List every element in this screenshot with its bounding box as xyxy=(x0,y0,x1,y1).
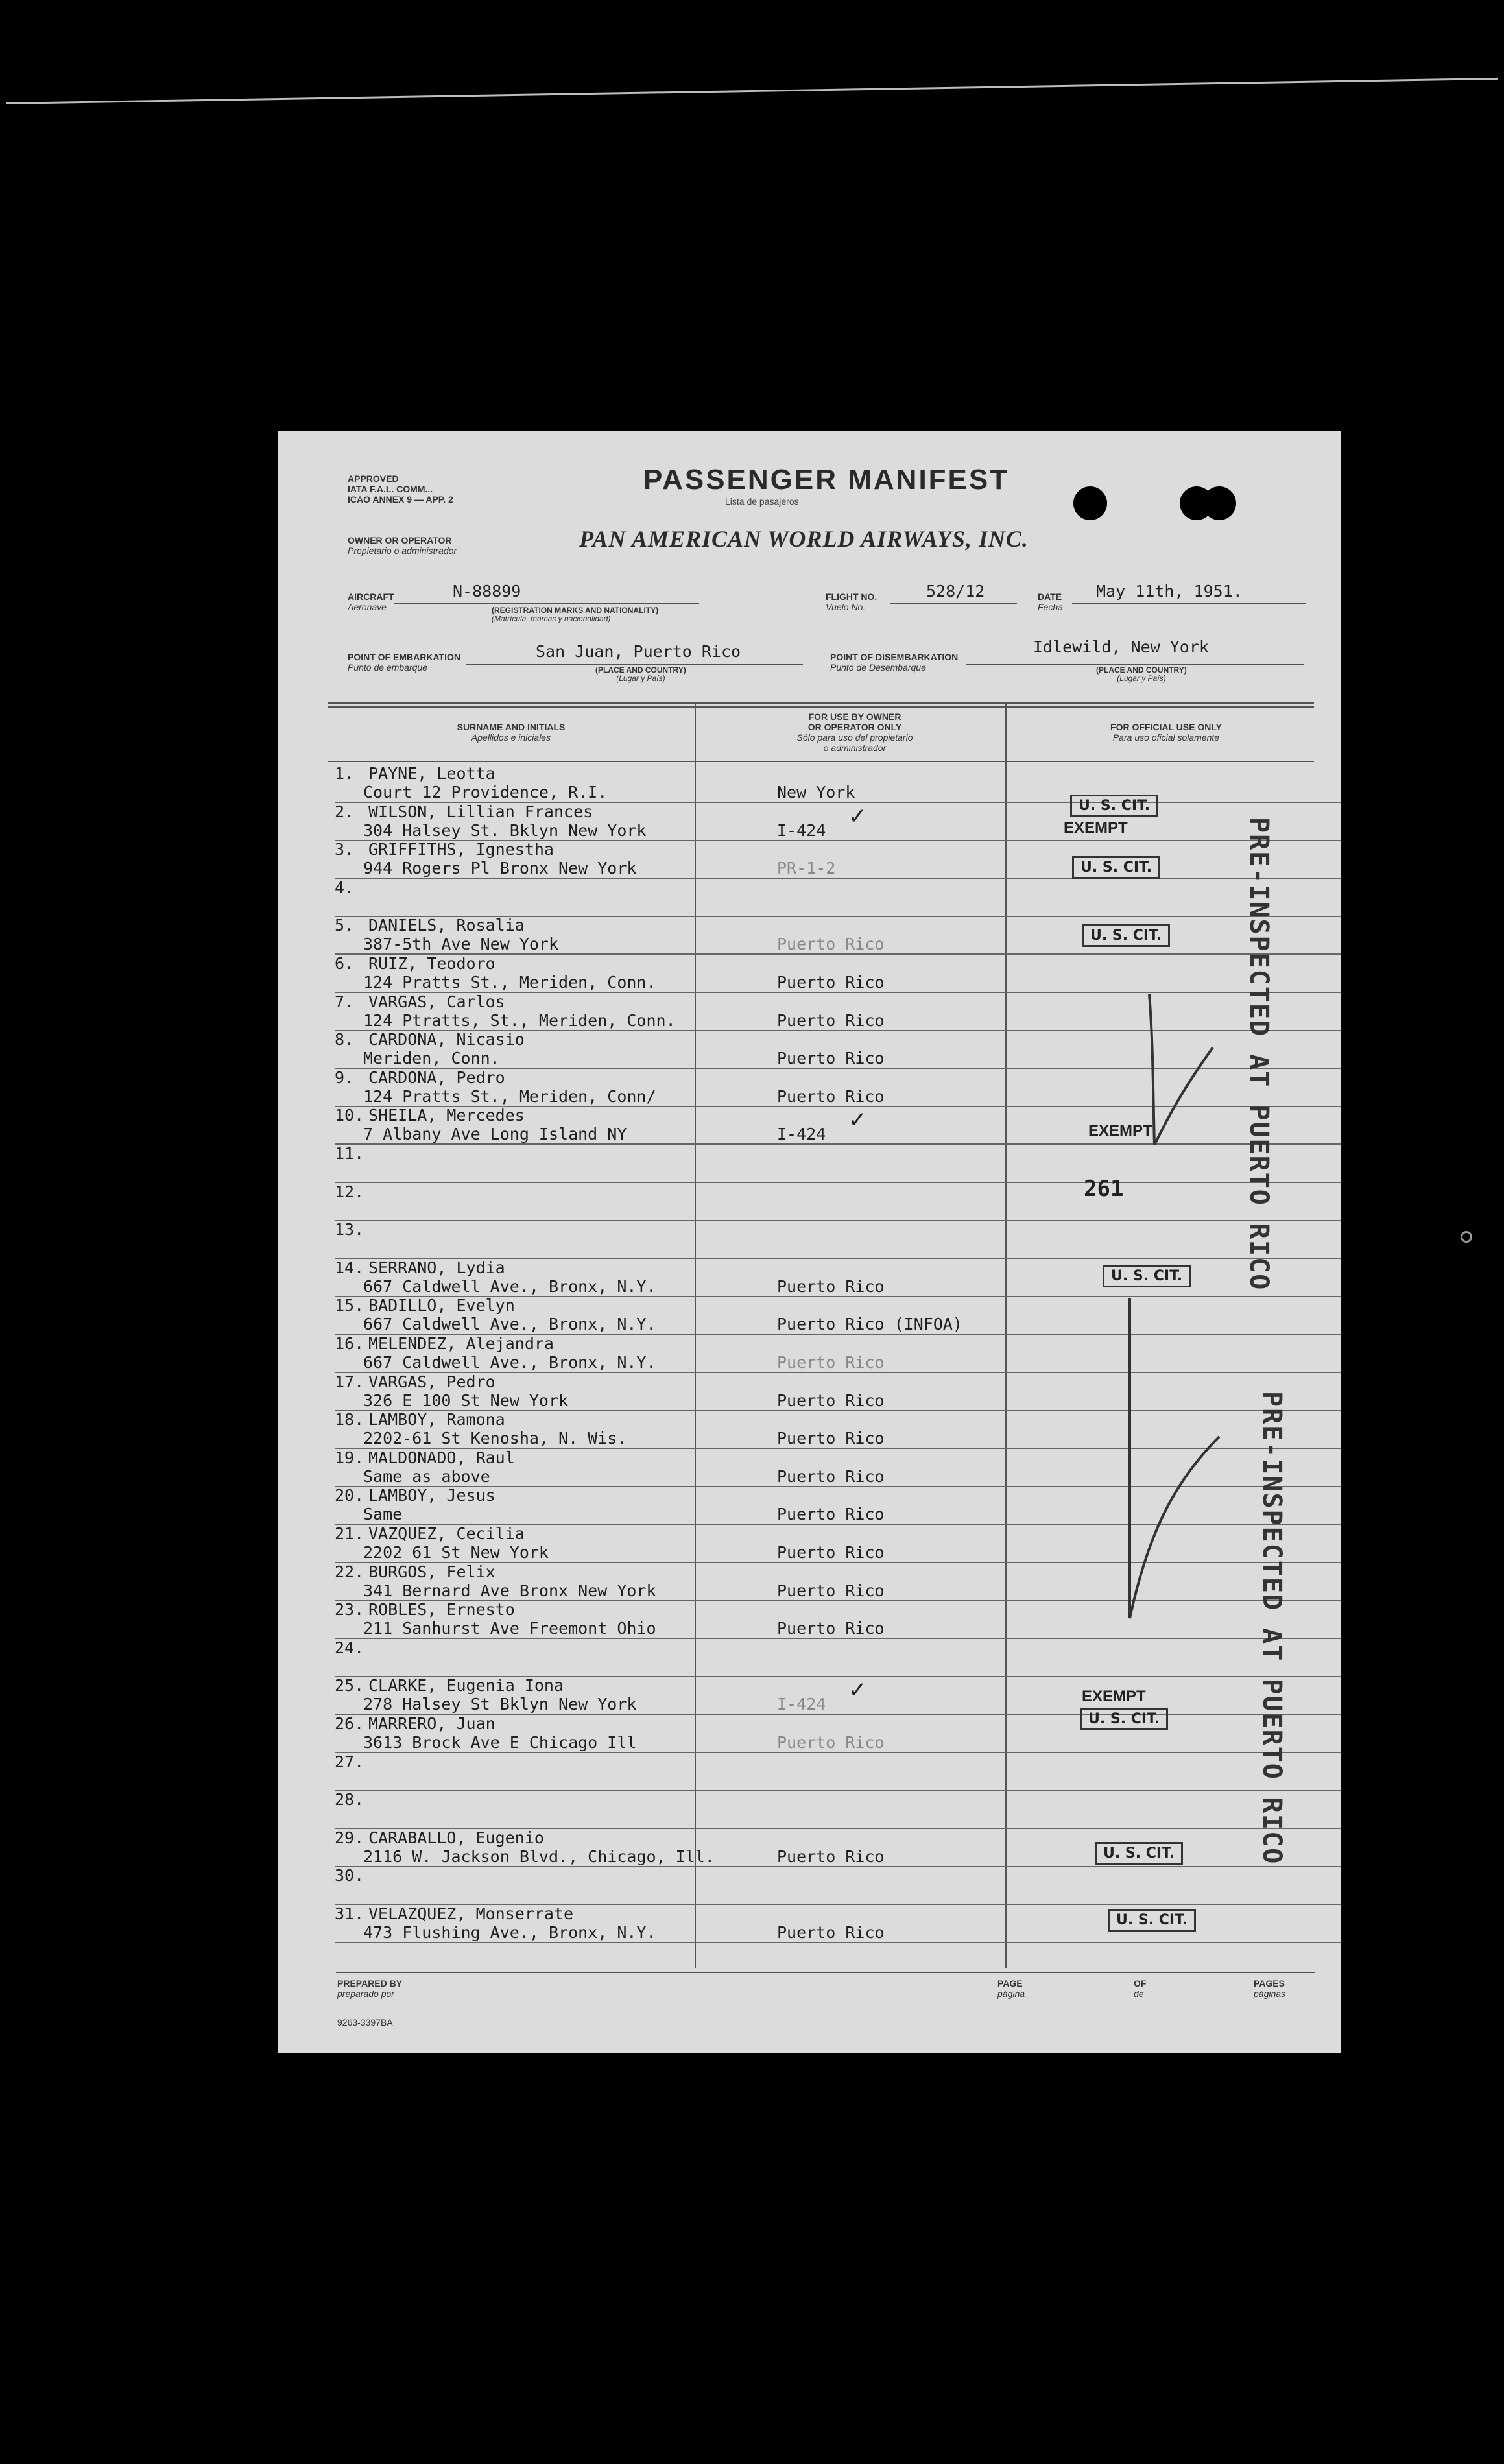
table-row xyxy=(278,1867,1341,1906)
of-label: OF de xyxy=(1134,1978,1147,1999)
row-number: 30. xyxy=(335,1866,364,1885)
passenger-address: 944 Rogers Pl Bronx New York xyxy=(363,859,637,878)
passenger-name: SHEILA, Mercedes xyxy=(368,1106,525,1125)
punch-hole xyxy=(1202,486,1236,520)
col-header-owner-use: FOR USE BY OWNER OR OPERATOR ONLY Sólo para uso del propietario o administrador xyxy=(796,712,913,753)
row-number: 5. xyxy=(335,916,355,935)
passenger-name: PAYNE, Leotta xyxy=(368,764,495,783)
row-number: 11. xyxy=(335,1144,364,1163)
passenger-name: ROBLES, Ernesto xyxy=(368,1600,515,1620)
exempt-mark: EXEMPT xyxy=(1088,1122,1152,1140)
row-number: 7. xyxy=(335,992,355,1011)
aircraft-label: AIRCRAFT Aeronave xyxy=(348,592,394,612)
embark-value: San Juan, Puerto Rico xyxy=(536,642,741,661)
owner-use-value: Puerto Rico xyxy=(777,1353,885,1372)
embark-label: POINT OF EMBARKATION Punto de embarque xyxy=(348,652,460,673)
owner-use-value: Puerto Rico xyxy=(777,1733,885,1752)
passenger-address: Meriden, Conn. xyxy=(363,1049,500,1068)
passenger-address: 326 E 100 St New York xyxy=(363,1391,569,1410)
row-number: 21. xyxy=(335,1524,364,1543)
passenger-address: 341 Bernard Ave Bronx New York xyxy=(363,1581,656,1600)
passenger-name: BADILLO, Evelyn xyxy=(368,1296,515,1315)
owner-use-value: Puerto Rico xyxy=(777,1466,885,1486)
owner-use-value: PR-1-2 xyxy=(777,859,836,878)
passenger-address: 124 Pratts St., Meriden, Conn/ xyxy=(363,1086,656,1106)
passenger-address: 2116 W. Jackson Blvd., Chicago, Ill. xyxy=(363,1847,715,1866)
us-cit-stamp: U. S. CIT. xyxy=(1082,924,1170,947)
pages-label: PAGES páginas xyxy=(1254,1978,1286,1999)
passenger-name: DANIELS, Rosalia xyxy=(368,916,525,935)
passenger-name: VELAZQUEZ, Monserrate xyxy=(368,1904,574,1923)
row-number: 20. xyxy=(335,1486,364,1505)
flight-value: 528/12 xyxy=(926,582,985,601)
passenger-name: RUIZ, Teodoro xyxy=(368,954,495,973)
passenger-address: 667 Caldwell Ave., Bronx, N.Y. xyxy=(363,1276,656,1296)
disembark-value: Idlewild, New York xyxy=(1033,638,1209,656)
passenger-address: 304 Halsey St. Bklyn New York xyxy=(363,820,647,840)
row-number: 31. xyxy=(335,1904,364,1923)
row-number: 13. xyxy=(335,1220,364,1239)
row-number: 29. xyxy=(335,1828,364,1847)
row-number: 19. xyxy=(335,1448,364,1467)
page-title-es: Lista de pasajeros xyxy=(725,496,799,507)
row-number: 15. xyxy=(335,1296,364,1315)
passenger-name: SERRANO, Lydia xyxy=(368,1258,505,1277)
aircraft-caption: (REGISTRATION MARKS AND NATIONALITY) (Matrícula, marcas y nacionalidad) xyxy=(492,606,659,623)
owner-use-value: Puerto Rico xyxy=(777,973,885,992)
row-number: 1. xyxy=(335,764,355,783)
passenger-name: VAZQUEZ, Cecilia xyxy=(368,1524,525,1543)
row-number: 17. xyxy=(335,1372,364,1391)
punch-hole xyxy=(1073,486,1107,520)
passenger-address: Same as above xyxy=(363,1466,490,1486)
passenger-name: CARDONA, Pedro xyxy=(368,1068,505,1087)
embark-caption: (PLACE AND COUNTRY) (Lugar y País) xyxy=(595,665,686,683)
owner-use-value: Puerto Rico xyxy=(777,935,885,954)
owner-use-value: I-424 xyxy=(777,1125,826,1144)
row-number: 16. xyxy=(335,1334,364,1353)
passenger-name: BURGOS, Felix xyxy=(368,1562,495,1581)
disembark-caption: (PLACE AND COUNTRY) (Lugar y País) xyxy=(1096,665,1187,683)
date-value: May 11th, 1951. xyxy=(1096,582,1243,601)
passenger-name: CARABALLO, Eugenio xyxy=(368,1828,544,1847)
owner-value: PAN AMERICAN WORLD AIRWAYS, INC. xyxy=(579,526,1029,552)
row-divider xyxy=(335,1942,1341,1943)
owner-use-value: Puerto Rico xyxy=(777,1011,885,1030)
page-label: PAGE página xyxy=(997,1978,1025,1999)
row-number: 4. xyxy=(335,878,355,897)
row-number: 24. xyxy=(335,1638,364,1657)
row-number: 23. xyxy=(335,1600,364,1620)
passenger-address: 473 Flushing Ave., Bronx, N.Y. xyxy=(363,1923,656,1942)
exempt-mark: EXEMPT xyxy=(1064,819,1128,837)
film-scratch-line xyxy=(6,78,1498,104)
owner-label: OWNER OR OPERATOR Propietario o administrador xyxy=(348,535,457,556)
us-cit-stamp: U. S. CIT. xyxy=(1080,1708,1168,1730)
owner-use-value: I-424 xyxy=(777,1695,826,1714)
official-check-marks xyxy=(1005,756,1343,1858)
row-number: 22. xyxy=(335,1562,364,1581)
passenger-address: 2202-61 St Kenosha, N. Wis. xyxy=(363,1429,627,1448)
passenger-address: 7 Albany Ave Long Island NY xyxy=(363,1125,627,1144)
manifest-sheet xyxy=(278,431,1341,2053)
owner-use-value: Puerto Rico xyxy=(777,1049,885,1068)
passenger-name: LAMBOY, Jesus xyxy=(368,1486,495,1505)
owner-use-value: Puerto Rico xyxy=(777,1391,885,1410)
owner-use-value: Puerto Rico (INFOA) xyxy=(777,1315,962,1334)
passenger-name: GRIFFITHS, Ignestha xyxy=(368,840,554,859)
owner-use-value: New York xyxy=(777,783,855,802)
passenger-name: CARDONA, Nicasio xyxy=(368,1030,525,1049)
row-number: 28. xyxy=(335,1790,364,1810)
passenger-name: VARGAS, Pedro xyxy=(368,1372,495,1391)
prepared-by-label: PREPARED BY preparado por xyxy=(337,1978,403,1999)
owner-use-value: Puerto Rico xyxy=(777,1276,885,1296)
passenger-address: 667 Caldwell Ave., Bronx, N.Y. xyxy=(363,1353,656,1372)
row-number: 2. xyxy=(335,802,355,821)
flight-label: FLIGHT NO. Vuelo No. xyxy=(826,592,877,612)
owner-use-value: Puerto Rico xyxy=(777,1923,885,1942)
owner-use-value: Puerto Rico xyxy=(777,1429,885,1448)
passenger-address: 278 Halsey St Bklyn New York xyxy=(363,1695,637,1714)
row-number: 8. xyxy=(335,1030,355,1049)
passenger-address: 211 Sanhurst Ave Freemont Ohio xyxy=(363,1619,656,1638)
passenger-name: CLARKE, Eugenia Iona xyxy=(368,1676,564,1695)
aircraft-value: N-88899 xyxy=(453,582,521,601)
owner-use-value: I-424 xyxy=(777,820,826,840)
passenger-address: Court 12 Providence, R.I. xyxy=(363,783,608,802)
passenger-name: MALDONADO, Raul xyxy=(368,1448,515,1467)
page-title: PASSENGER MANIFEST xyxy=(643,464,1010,496)
disembark-label: POINT OF DISEMBARKATION Punto de Desembarque xyxy=(830,652,959,673)
form-number: 9263-3397BA xyxy=(337,2017,393,2027)
passenger-name: MARRERO, Juan xyxy=(368,1714,495,1733)
check-mark-icon: ✓ xyxy=(848,803,867,830)
us-cit-stamp: U. S. CIT. xyxy=(1103,1265,1191,1287)
row-number: 14. xyxy=(335,1258,364,1277)
owner-use-value: Puerto Rico xyxy=(777,1619,885,1638)
date-label: DATE Fecha xyxy=(1038,592,1063,612)
passenger-address: 667 Caldwell Ave., Bronx, N.Y. xyxy=(363,1315,656,1334)
passenger-address: 2202 61 St New York xyxy=(363,1543,549,1562)
col-header-official: FOR OFFICIAL USE ONLY Para uso oficial solamente xyxy=(1110,722,1222,743)
row-number: 3. xyxy=(335,840,355,859)
count-mark: 261 xyxy=(1084,1176,1124,1202)
row-number: 9. xyxy=(335,1068,355,1087)
passenger-name: MELENDEZ, Alejandra xyxy=(368,1334,554,1353)
col-header-surname: SURNAME AND INITIALS Apellidos e iniciales xyxy=(457,722,566,743)
pre-inspected-stamp: PRE-INSPECTED AT PUERTO RICO xyxy=(1257,1391,1287,1865)
passenger-address: 124 Pratts St., Meriden, Conn. xyxy=(363,973,656,992)
row-number: 12. xyxy=(335,1182,364,1201)
row-number: 10. xyxy=(335,1106,364,1125)
owner-use-value: Puerto Rico xyxy=(777,1581,885,1600)
row-number: 18. xyxy=(335,1410,364,1429)
us-cit-stamp: U. S. CIT. xyxy=(1095,1842,1183,1865)
us-cit-stamp: U. S. CIT. xyxy=(1070,795,1158,817)
owner-use-value: Puerto Rico xyxy=(777,1847,885,1866)
check-mark-icon: ✓ xyxy=(848,1107,867,1134)
passenger-address: Same xyxy=(363,1505,403,1524)
passenger-name: LAMBOY, Ramona xyxy=(368,1410,505,1429)
check-mark-icon: ✓ xyxy=(848,1677,867,1704)
passenger-address: 124 Ptratts, St., Meriden, Conn. xyxy=(363,1011,676,1030)
owner-use-value: Puerto Rico xyxy=(777,1086,885,1106)
owner-use-value: Puerto Rico xyxy=(777,1543,885,1562)
passenger-name: VARGAS, Carlos xyxy=(368,992,505,1011)
row-number: 6. xyxy=(335,954,355,973)
passenger-address: 3613 Brock Ave E Chicago Ill xyxy=(363,1733,637,1752)
film-speck xyxy=(1461,1231,1472,1243)
owner-use-value: Puerto Rico xyxy=(777,1505,885,1524)
us-cit-stamp: U. S. CIT. xyxy=(1072,856,1160,879)
exempt-mark: EXEMPT xyxy=(1082,1688,1146,1705)
passenger-address: 387-5th Ave New York xyxy=(363,935,559,954)
pre-inspected-stamp: PRE-INSPECTED AT PUERTO RICO xyxy=(1244,817,1274,1291)
us-cit-stamp: U. S. CIT. xyxy=(1108,1909,1196,1932)
row-number: 27. xyxy=(335,1752,364,1771)
passenger-name: WILSON, Lillian Frances xyxy=(368,802,593,821)
row-number: 25. xyxy=(335,1676,364,1695)
row-number: 26. xyxy=(335,1714,364,1733)
approval-block: APPROVED IATA F.A.L. COMM... ICAO ANNEX 9 — APP. 2 xyxy=(348,473,453,505)
